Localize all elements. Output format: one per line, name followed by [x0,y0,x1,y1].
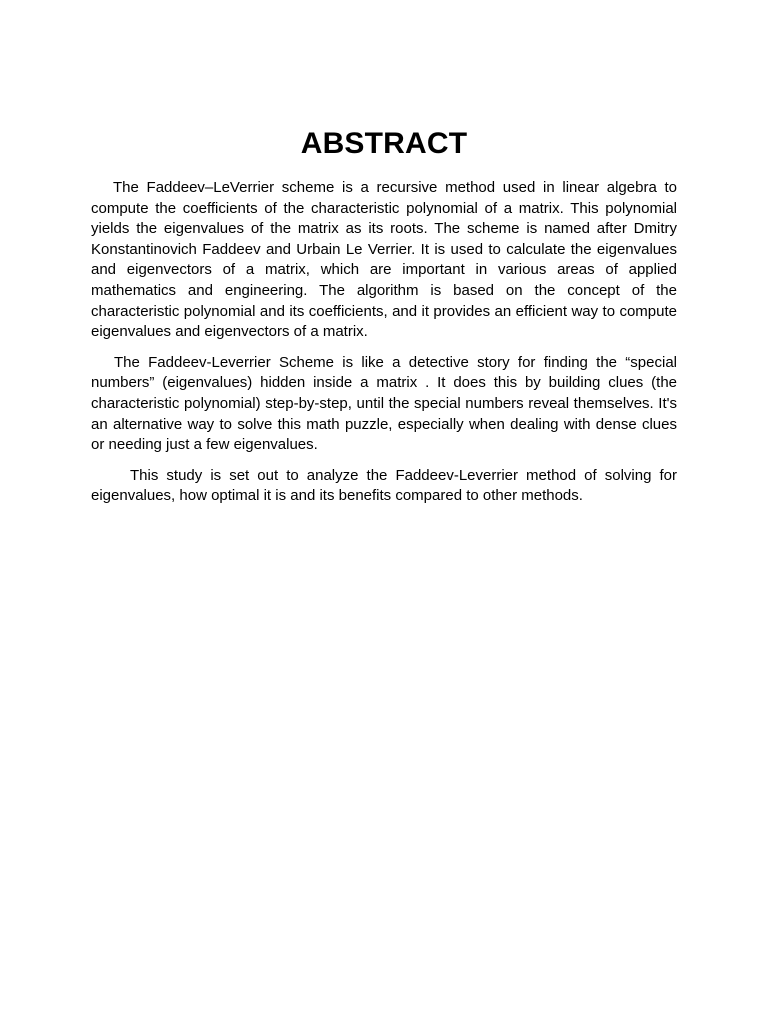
abstract-body [91,178,677,517]
abstract-paragraph-3: This study is set out to analyze the Faddeev-Leverrier method of solving for eigenvalues, how optimal it is and its benefits compared to other methods. [91,466,677,505]
abstract-paragraph-1: The Faddeev–LeVerrier scheme is a recursive method used in linear algebra to compute the coefficients of the characteristic polynomial of a matrix. This polynomial yields the eigenvalues of the matrix as its roots. The scheme is named after Dmitry Konstantinovich Faddeev and Urbain Le Verrier. It is used to calculate the eigenvalues and eigenvectors of a matrix, which are important in various areas of applied mathematics and engineering. The algorithm is based on the concept of the characteristic polynomial and its coefficients, and it provides an efficient way to compute eigenvalues and eigenvectors of a matrix. [91,179,677,341]
abstract-heading: ABSTRACT [300,127,468,160]
abstract-paragraph-2: The Faddeev-Leverrier Scheme is like a detective story for finding the “special numbers” (eigenvalues) hidden inside a matrix . It does this by building clues (the characteristic polynomial) step-by-step, until the special numbers reveal themselves. It's an alternative way to solve this math puzzle, especially when dealing with dense clues or needing just a few eigenvalues. [91,353,677,454]
